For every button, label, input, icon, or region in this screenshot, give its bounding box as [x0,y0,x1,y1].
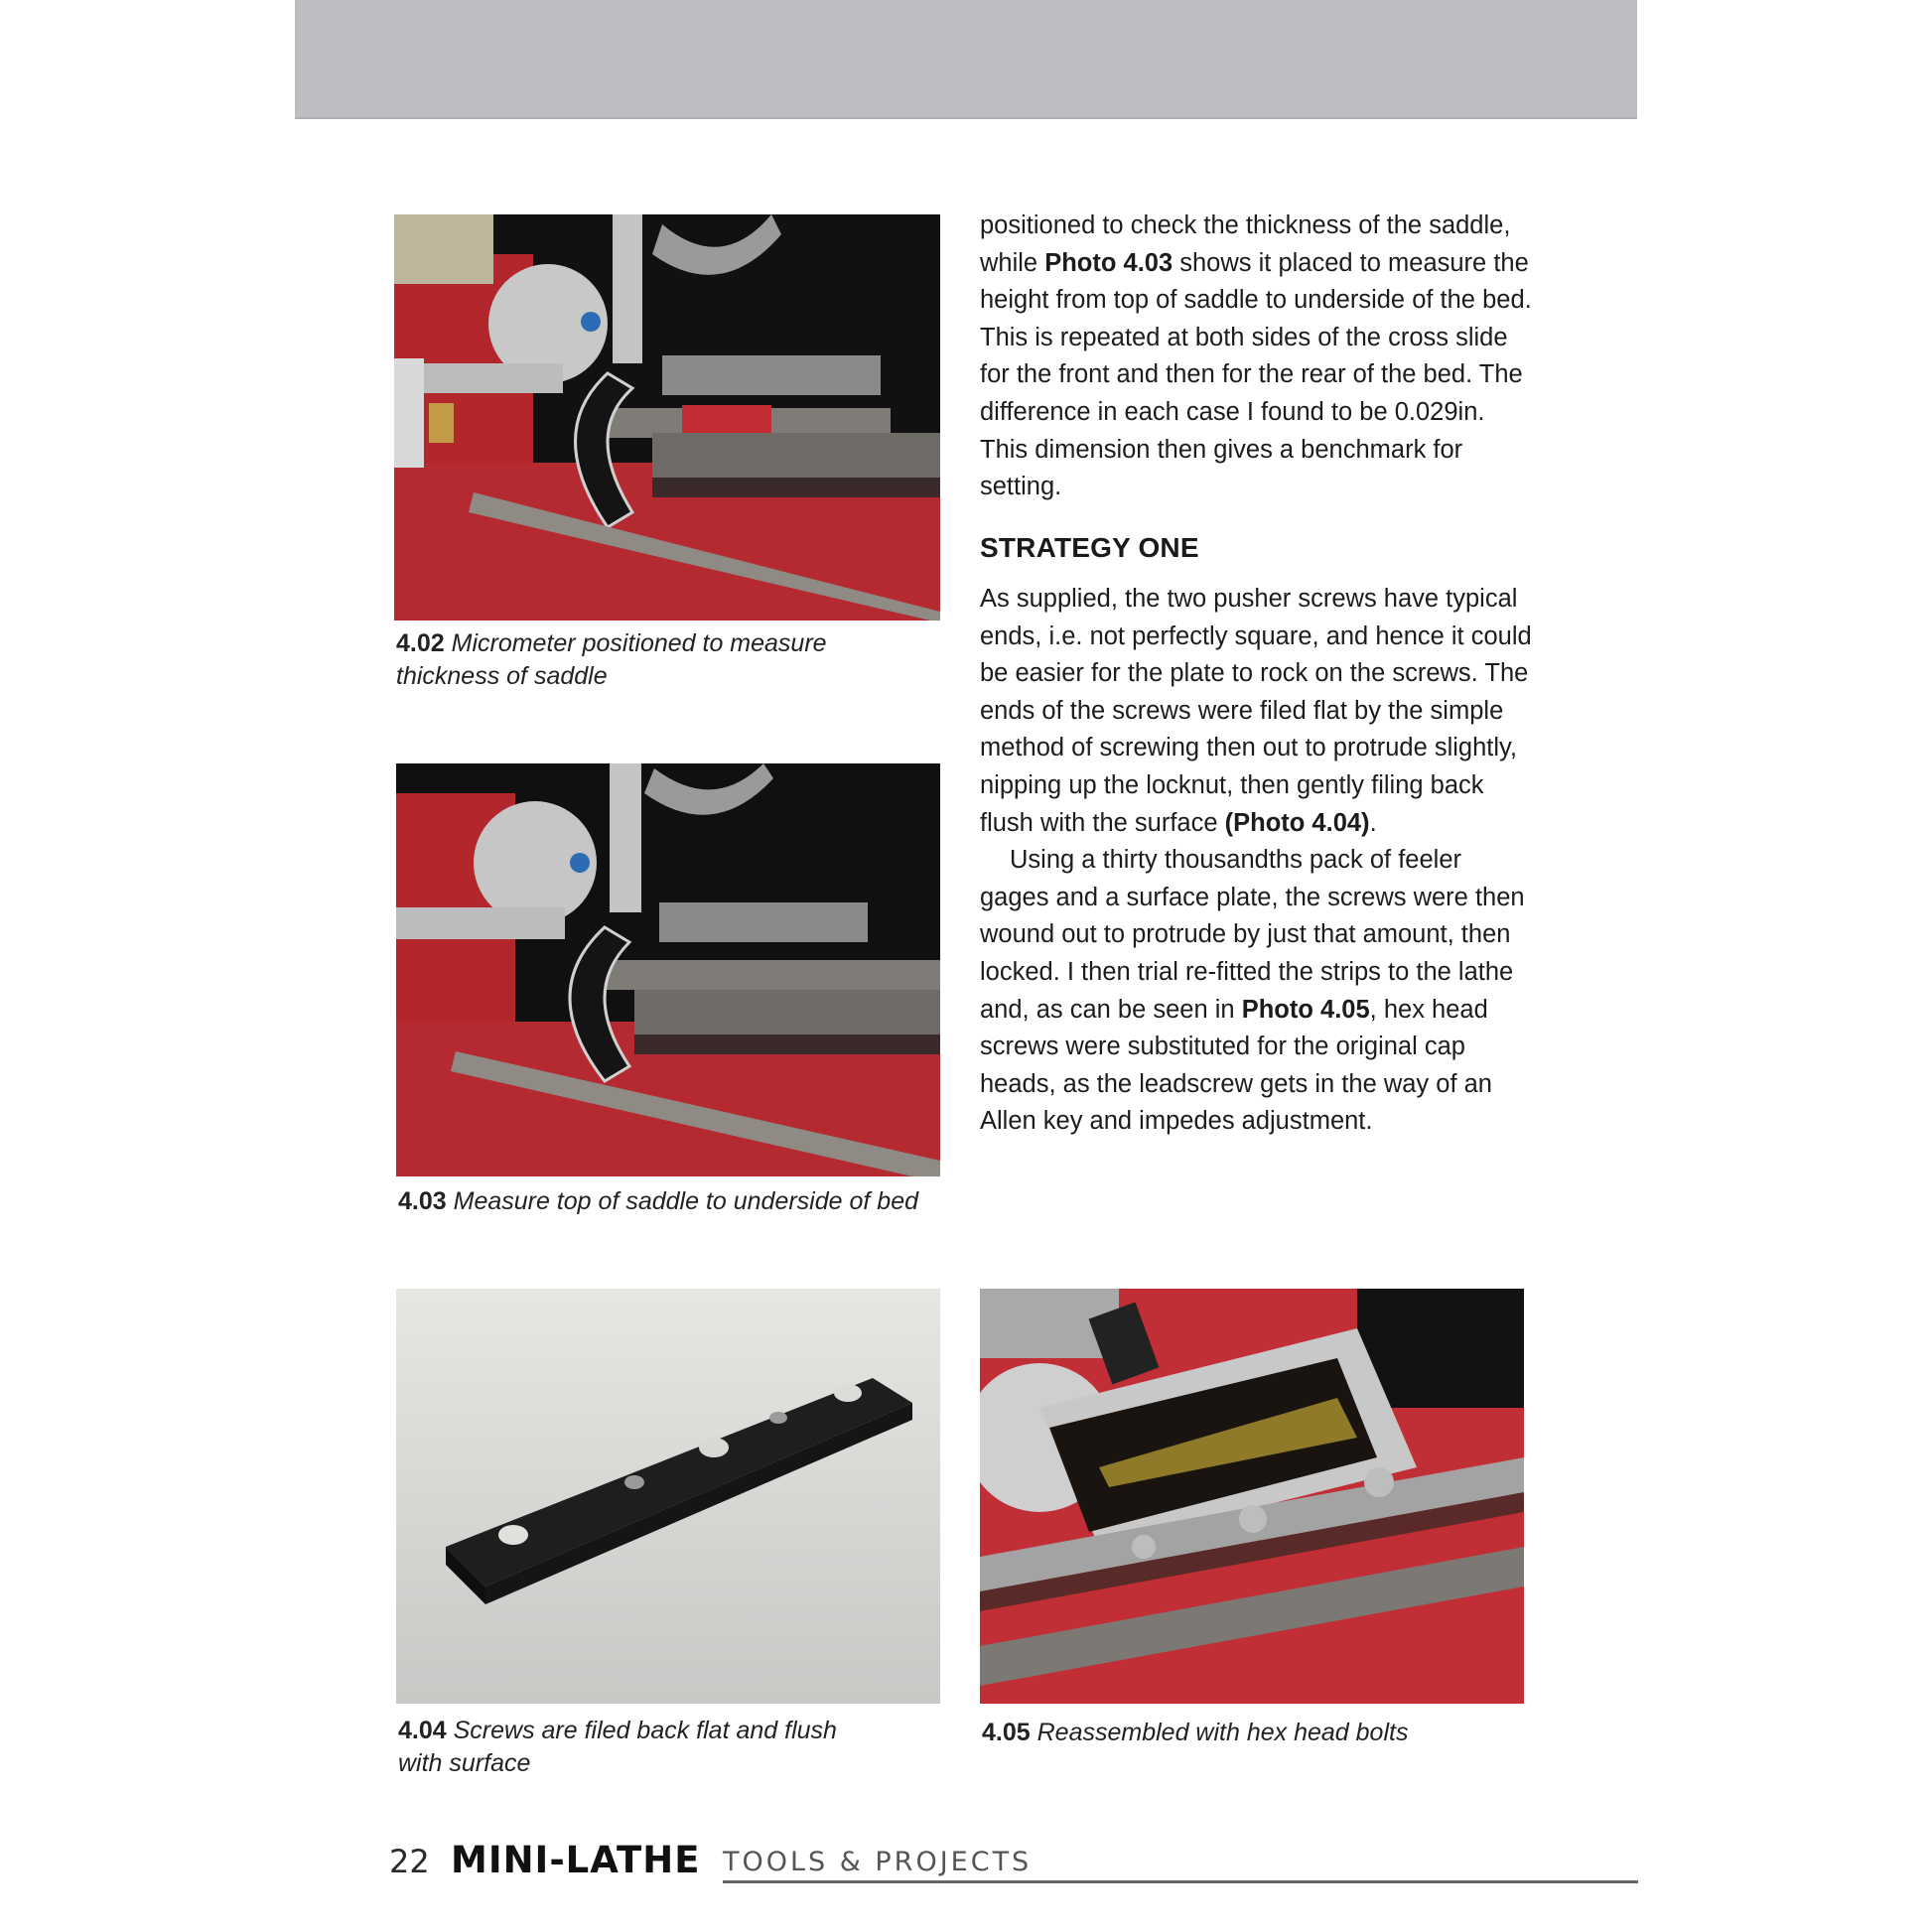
text-run: shows it placed to measure the height from top of saddle to underside of the bed. This is repeated at both sides of the cross slide for the front and then for the rear of the bed. The difference in each case I found to be 0.029in. This dimension then gives a benchmark for setting. [980,248,1532,501]
text-run: . [1369,808,1377,837]
gib-strip-image [396,1289,940,1704]
caption-text: Micrometer positioned to measure [451,629,827,657]
page-footer [389,1839,1638,1888]
photo-caption-4-03 [398,1185,954,1218]
photo-reference: (Photo 4.04) [1224,808,1370,837]
photo-4-05 [980,1289,1524,1704]
text-run: positioned to check the thickness of the saddle, while [980,211,1511,277]
text-run: , hex head screws were substituted for the original cap heads, as the leadscrew gets in the way of an Allen key and impedes adjustment. [980,995,1492,1136]
caption-number: 4.03 [398,1187,447,1215]
caption-text: Screws are filed back flat and flush [453,1717,837,1744]
text-run: Using a thirty thousandths pack of feeler gages and a surface plate, the screws were then wound out to protrude by just that amount, then locked. I then trial re-fitted the strips to the lathe and, as can be seen in [980,846,1525,1024]
photo-reference: Photo 4.05 [1241,995,1370,1024]
caption-text: Reassembled with hex head bolts [1036,1719,1409,1746]
photo-4-04 [396,1289,940,1704]
caption-number: 4.04 [398,1717,447,1744]
photo-4-02 [394,214,940,621]
page-number: 22 [389,1843,430,1880]
photo-caption-4-02 [396,627,952,693]
header-band [295,0,1637,119]
photo-reference: Photo 4.03 [1044,248,1173,277]
lathe-micrometer-bed-image [396,763,940,1176]
footer-rule [723,1880,1638,1883]
caption-text-line2: with surface [398,1749,531,1777]
body-paragraph-1 [980,207,1536,506]
section-heading: STRATEGY ONE [980,532,1199,563]
caption-number: 4.05 [982,1719,1031,1746]
body-paragraph-2 [980,581,1536,1141]
lathe-hex-bolts-image [980,1289,1524,1704]
book-subtitle: TOOLS & PROJECTS [723,1847,1033,1877]
lathe-micrometer-image [394,214,940,621]
book-title: MINI-LATHE [451,1839,701,1881]
photo-caption-4-05 [982,1717,1538,1749]
text-run: As supplied, the two pusher screws have typical ends, i.e. not perfectly square, and hence it could be easier for the plate to rock on the screws. The ends of the screws were filed flat by the simple method of screwing then out to protrude slightly, nipping up the locknut, then gently filing back flush with the surface [980,585,1532,837]
photo-4-03 [396,763,940,1176]
photo-caption-4-04 [398,1715,954,1780]
caption-text-line2: thickness of saddle [396,662,608,690]
caption-text: Measure top of saddle to underside of bed [453,1187,918,1215]
caption-number: 4.02 [396,629,445,657]
